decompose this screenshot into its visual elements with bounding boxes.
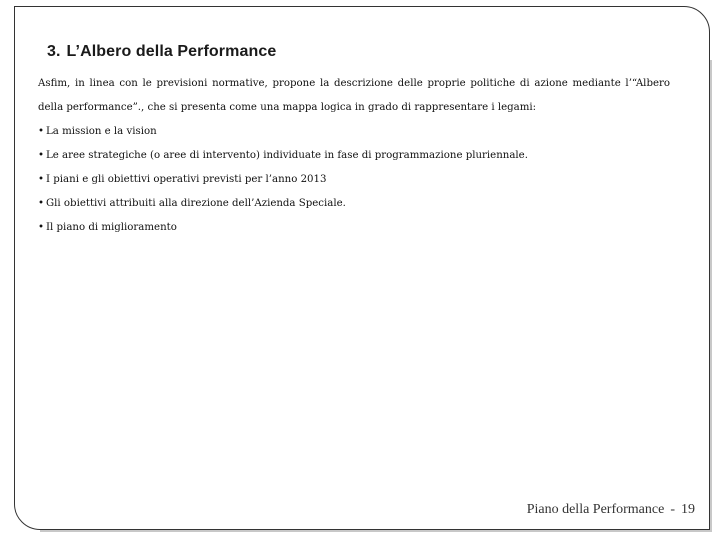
list-item-text: Le aree strategiche (o aree di intervento) individuate in fase di programmazione pluriennale. [46,150,528,161]
slide-title [47,43,276,61]
bullet-list [38,120,670,240]
title-number: 3. [47,43,61,60]
list-item [38,192,670,216]
list-item-text: La mission e la vision [46,126,157,137]
title-text: L’Albero della Performance [66,43,277,60]
footer-label: Piano della Performance [526,502,665,517]
slide-body [38,72,670,240]
bullet-dot: • [38,150,45,161]
list-item-text: Il piano di miglioramento [46,222,177,233]
list-item [38,120,670,144]
page-number: 19 [681,502,695,517]
footer [527,502,695,518]
footer-separator: - [670,502,675,517]
bullet-dot: • [38,174,45,185]
list-item-text: I piani e gli obiettivi operativi previsti per l’anno 2013 [46,174,327,185]
bullet-dot: • [38,126,45,137]
intro-paragraph: Asfim, in linea con le previsioni normative, propone la descrizione delle proprie politiche di azione mediante l’“Albero della performance”., che si presenta come una mappa logica in grado di rappresentare i legami: [38,78,670,113]
bullet-dot: • [38,222,45,233]
list-item [38,168,670,192]
list-item [38,144,670,168]
list-item-text: Gli obiettivi attribuiti alla direzione dell’Azienda Speciale. [46,198,346,209]
bullet-dot: • [38,198,45,209]
list-item [38,216,670,240]
